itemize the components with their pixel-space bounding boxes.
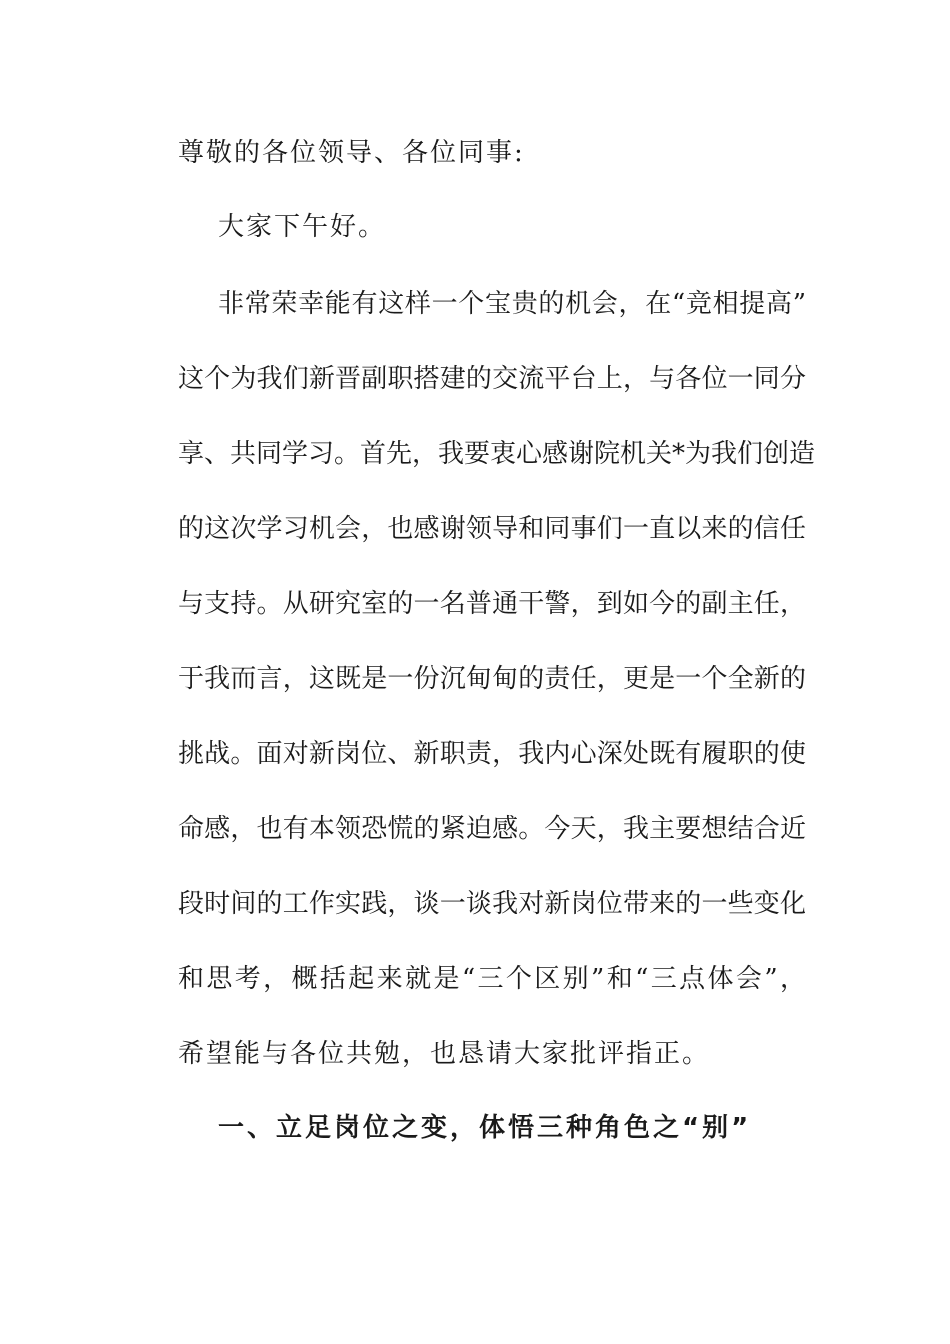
paragraph-line: 这个为我们新晋副职搭建的交流平台上，与各位一同分 — [178, 364, 806, 394]
paragraph-line: 享、共同学习。首先，我要衷心感谢院机关*为我们创造 — [178, 439, 816, 469]
paragraph-line: 和思考，概括起来就是“三个区别”和“三点体会”， — [178, 964, 806, 994]
paragraph-line: 非常荣幸能有这样一个宝贵的机会，在“竞相提高” — [218, 289, 806, 319]
paragraph-line: 挑战。面对新岗位、新职责，我内心深处既有履职的使 — [178, 739, 806, 769]
salutation: 尊敬的各位领导、各位同事: — [178, 138, 525, 168]
paragraph-line: 的这次学习机会，也感谢领导和同事们一直以来的信任 — [178, 514, 806, 544]
greeting: 大家下午好。 — [218, 212, 387, 242]
paragraph-line: 命感，也有本领恐慌的紧迫感。今天，我主要想结合近 — [178, 814, 806, 844]
section-heading: 一、立足岗位之变，体悟三种角色之“别” — [218, 1113, 752, 1143]
paragraph-line: 段时间的工作实践，谈一谈我对新岗位带来的一些变化 — [178, 889, 806, 919]
paragraph-line: 于我而言，这既是一份沉甸甸的责任，更是一个全新的 — [178, 664, 806, 694]
paragraph-line: 希望能与各位共勉，也恳请大家批评指正。 — [178, 1039, 711, 1069]
paragraph-line: 与支持。从研究室的一名普通干警，到如今的副主任， — [178, 589, 806, 619]
